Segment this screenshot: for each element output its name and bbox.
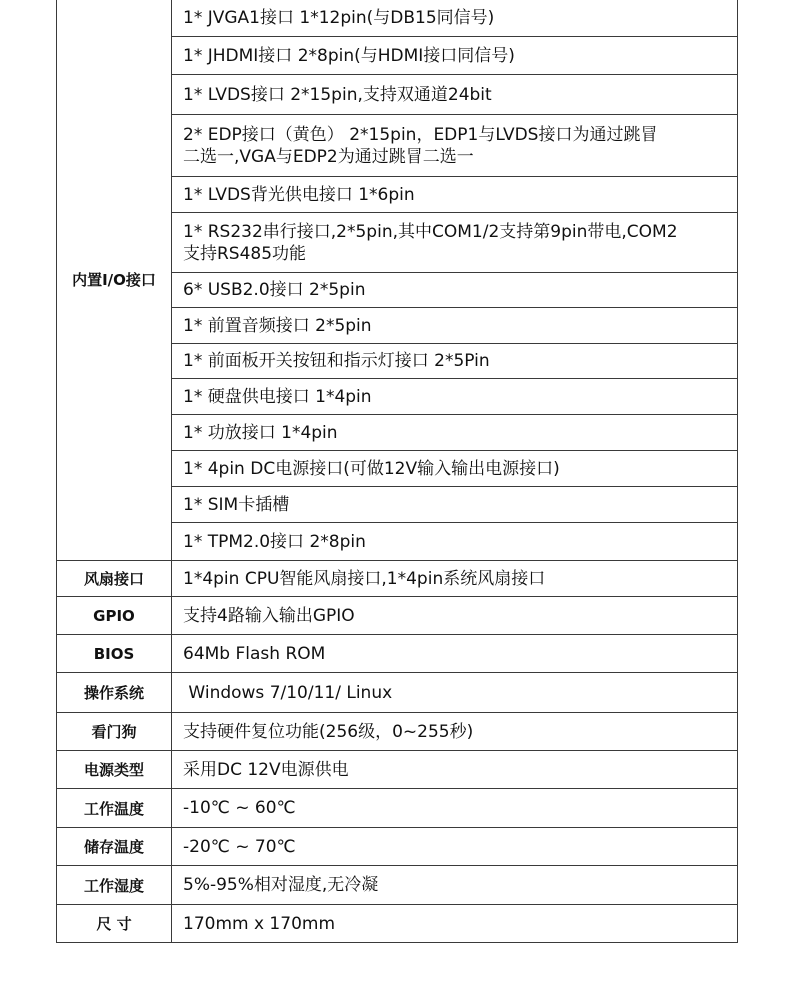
- internal-io-item: 6* USB2.0接口 2*5pin: [172, 273, 738, 308]
- internal-io-item: 2* EDP接口（黄色） 2*15pin，EDP1与LVDS接口为通过跳冒 二选一,VGA与EDP2为通过跳冒二选一: [172, 115, 738, 177]
- table-row: [57, 751, 738, 789]
- internal-io-label: 内置I/O接口: [57, 0, 172, 561]
- spec-label: 尺 寸: [57, 905, 172, 943]
- internal-io-item: 1* SIM卡插槽: [172, 487, 738, 523]
- internal-io-item: 1* LVDS背光供电接口 1*6pin: [172, 177, 738, 213]
- table-row: [57, 789, 738, 828]
- table-row: [57, 635, 738, 673]
- spec-value: 1*4pin CPU智能风扇接口,1*4pin系统风扇接口: [172, 561, 738, 597]
- spec-label: BIOS: [57, 635, 172, 673]
- table-row: [57, 673, 738, 713]
- spec-label: GPIO: [57, 597, 172, 635]
- internal-io-item: 1* 前置音频接口 2*5pin: [172, 308, 738, 344]
- spec-label: 看门狗: [57, 713, 172, 751]
- spec-label: 操作系统: [57, 673, 172, 713]
- internal-io-item: 1* 4pin DC电源接口(可做12V输入输出电源接口): [172, 451, 738, 487]
- spec-value: 5%-95%相对湿度,无冷凝: [172, 866, 738, 905]
- table-row: [57, 597, 738, 635]
- spec-value: 170mm x 170mm: [172, 905, 738, 943]
- table-row: [57, 866, 738, 905]
- table-row: [57, 0, 738, 37]
- spec-label: 储存温度: [57, 828, 172, 866]
- internal-io-item: 1* JHDMI接口 2*8pin(与HDMI接口同信号): [172, 37, 738, 75]
- spec-value: -10℃ ~ 60℃: [172, 789, 738, 828]
- internal-io-item: 1* TPM2.0接口 2*8pin: [172, 523, 738, 561]
- spec-label: 工作温度: [57, 789, 172, 828]
- spec-label: 风扇接口: [57, 561, 172, 597]
- spec-label: 电源类型: [57, 751, 172, 789]
- internal-io-item: 1* LVDS接口 2*15pin,支持双通道24bit: [172, 75, 738, 115]
- spec-value: 支持硬件复位功能(256级，0~255秒): [172, 713, 738, 751]
- spec-value: 64Mb Flash ROM: [172, 635, 738, 673]
- internal-io-item: 1* 前面板开关按钮和指示灯接口 2*5Pin: [172, 344, 738, 379]
- internal-io-item: 1* 功放接口 1*4pin: [172, 415, 738, 451]
- internal-io-item: 1* RS232串行接口,2*5pin,其中COM1/2支持第9pin带电,COM2 支持RS485功能: [172, 213, 738, 273]
- spec-table: [56, 0, 738, 943]
- table-row: [57, 561, 738, 597]
- table-row: [57, 905, 738, 943]
- internal-io-item: 1* 硬盘供电接口 1*4pin: [172, 379, 738, 415]
- spec-value: -20℃ ~ 70℃: [172, 828, 738, 866]
- spec-value: 支持4路输入输出GPIO: [172, 597, 738, 635]
- spec-label: 工作湿度: [57, 866, 172, 905]
- table-row: [57, 828, 738, 866]
- table-row: [57, 713, 738, 751]
- internal-io-item: 1* JVGA1接口 1*12pin(与DB15同信号): [172, 0, 738, 37]
- spec-value: 采用DC 12V电源供电: [172, 751, 738, 789]
- spec-value: Windows 7/10/11/ Linux: [172, 673, 738, 713]
